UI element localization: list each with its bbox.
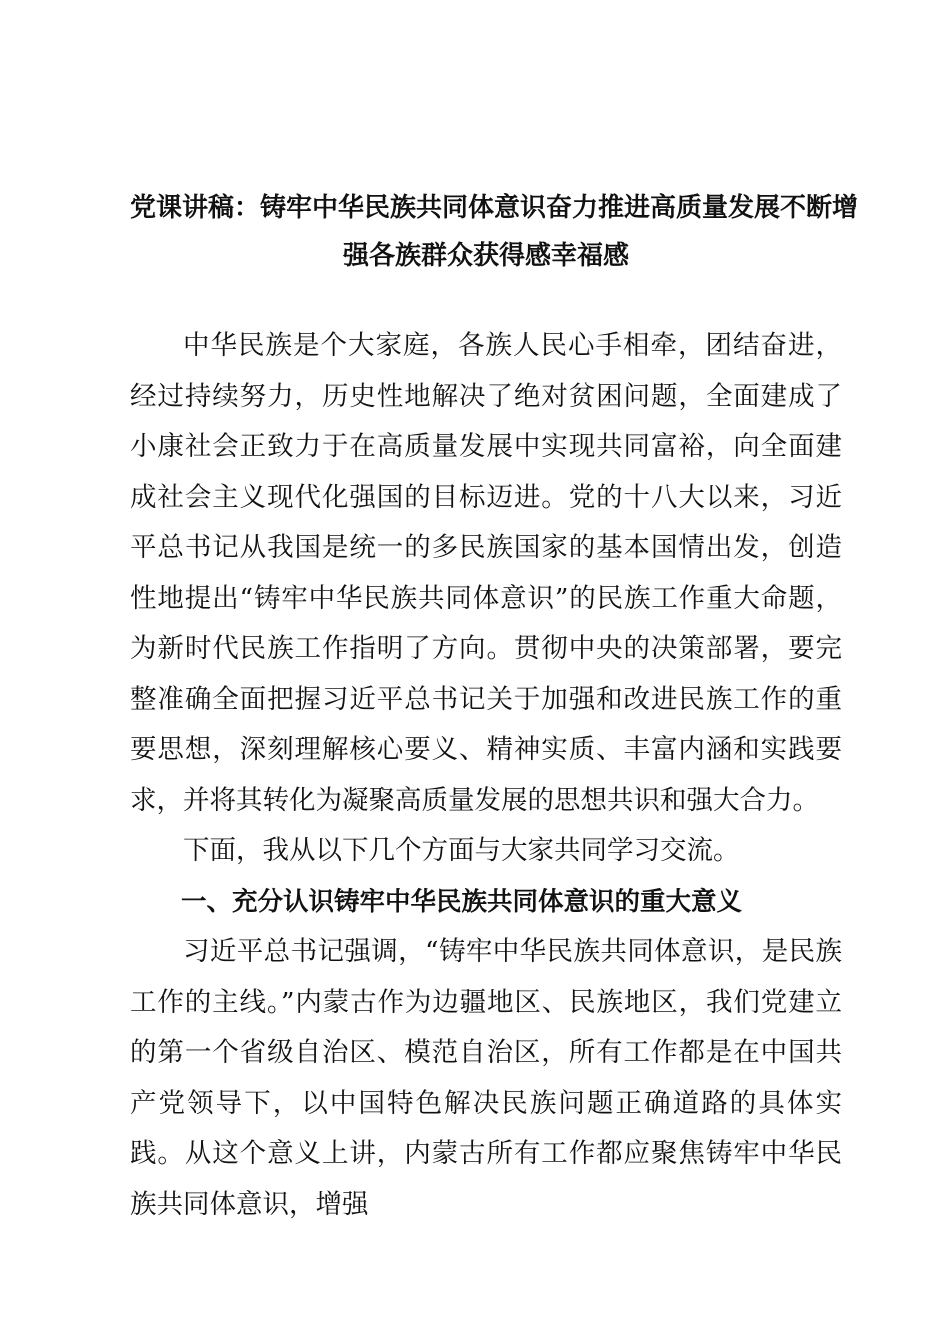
title-line-1: 党课讲稿：铸牢中华民族共同体意识奋力推进高质量发展不断增	[130, 193, 859, 223]
section-1-paragraph: 习近平总书记强调，“铸牢中华民族共同体意识，是民族工作的主线。”内蒙古作为边疆地区、民族地区，我们党建立的第一个省级自治区、模范自治区，所有工作都是在中国共产党领导下，以中国特色解决民族问题正确道路的具体实践。从这个意义上讲，内蒙古所有工作都应聚焦铸牢中华民族共同体意识，增强	[130, 936, 842, 1220]
document-body	[130, 321, 842, 1230]
section-1-heading: 一、充分认识铸牢中华民族共同体意识的重大意义	[181, 886, 743, 917]
document-content	[130, 184, 859, 1230]
title-line-2: 强各族群众获得感幸福感	[342, 241, 629, 271]
document-title	[130, 184, 859, 280]
intro-paragraph: 中华民族是个大家庭，各族人民心手相牵，团结奋进，经过持续努力，历史性地解决了绝对贫困问题，全面建成了小康社会正致力于在高质量发展中实现共同富裕，向全面建成社会主义现代化强国的目标迈进。党的十八大以来，习近平总书记从我国是统一的多民族国家的基本国情出发，创造性地提出“铸牢中华民族共同体意识”的民族工作重大命题，为新时代民族工作指明了方向。贯彻中央的决策部署，要完整准确全面把握习近平总书记关于加强和改进民族工作的重要思想，深刻理解核心要义、精神实质、丰富内涵和实践要求，并将其转化为凝聚高质量发展的思想共识和强大合力。	[130, 330, 842, 816]
transition-paragraph: 下面，我从以下几个方面与大家共同学习交流。	[183, 835, 740, 866]
